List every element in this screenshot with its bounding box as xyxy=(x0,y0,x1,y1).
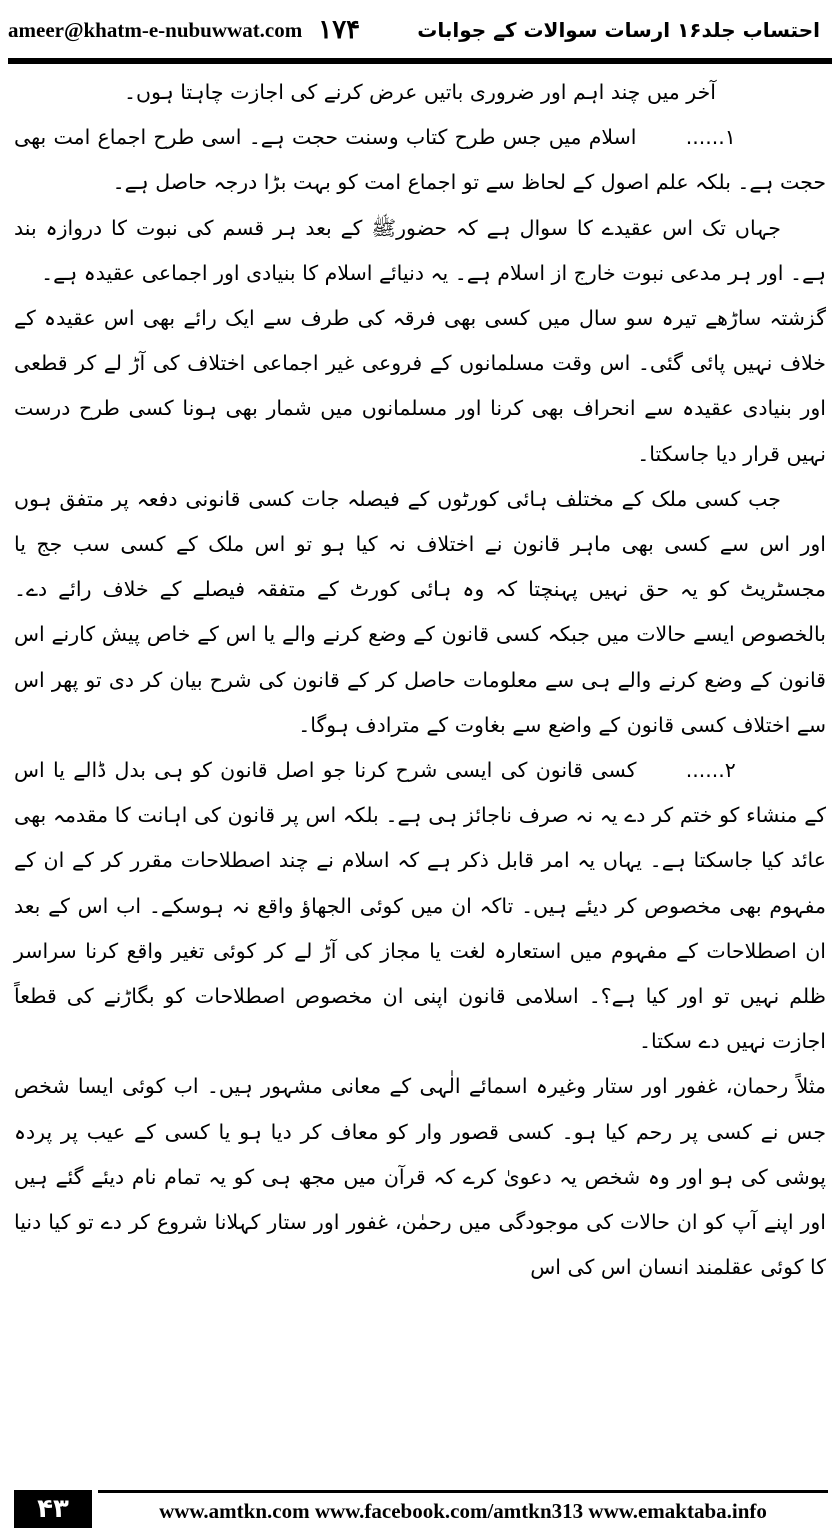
footer-divider xyxy=(98,1490,828,1493)
header-page-number: ۱۷۴ xyxy=(318,15,361,44)
footer-page-number: ۴۳ xyxy=(14,1490,92,1528)
paragraph-2 xyxy=(14,115,826,205)
paragraph-6-text: کسی قانون کی ایسی شرح کرنا جو اصل قانون کو ہی بدل ڈالے یا اس کے منشاء کو ختم کر دے یہ نہ صرف ناجائز ہی ہے۔ بلکہ اس پر قانون کی اہانت کا مقدمہ بھی عائد کیا جاسکتا ہے۔ یہاں یہ امر قابل ذکر ہے کہ اسلام نے چند اصطلاحات مقرر کر کے ان کے مفہوم بھی مخصوص کر دیئے ہیں۔ تاکہ ان میں کوئی الجھاؤ واقع نہ ہوسکے۔ اب اس کے بعد ان اصطلاحات کے مفہوم میں استعارہ لغت یا مجاز کی آڑ لے کر کوئی تغیر واقع کرنا سراسر ظلم نہیں تو اور کیا ہے؟۔ اسلامی قانون اپنی ان مخصوص اصطلاحات کو بگاڑنے کی قطعاً اجازت نہیں دے سکتا۔ xyxy=(14,758,826,1054)
paragraph-6 xyxy=(14,748,826,1064)
document-body xyxy=(14,70,826,1290)
paragraph-5: جب کسی ملک کے مختلف ہائی کورٹوں کے فیصلہ جات کسی قانونی دفعہ پر متفق ہوں اور اس سے کسی بھی ماہر قانون نے اختلاف نہ کیا ہو تو اس ملک کے کسی سب جج یا مجسٹریٹ کو یہ حق نہیں پہنچتا کہ وہ ہائی کورٹ کے متفقہ فیصلے کے خلاف رائے دے۔ بالخصوص ایسے حالات میں جبکہ کسی قانون کے وضع کرنے والے یا اس کے خاص پیش کارنے اس قانون کے وضع کرنے والے ہی سے معلومات حاصل کر کے قانون کی شرح بیان کر دی تو پھر اس سے اختلاف کسی قانون کے واضع سے بغاوت کے مترادف ہوگا۔ xyxy=(14,486,827,737)
paragraph-2-text: اسلام میں جس طرح کتاب وسنت حجت ہے۔ اسی طرح اجماع امت بھی حجت ہے۔ بلکہ علم اصول کے لحاظ سے تو اجماع امت کو بہت بڑا درجہ حاصل ہے۔ xyxy=(14,125,826,195)
header-email[interactable]: ameer@khatm-e-nubuwwat.com xyxy=(8,17,303,42)
paragraph-7: مثلاً رحمان، غفور اور ستار وغیرہ اسمائے الٰہی کے معانی مشہور ہیں۔ اب کوئی ایسا شخص جس نے کسی پر رحم کیا ہو۔ کسی قصور وار کو معاف کر دیا ہو یا کسی کے عیب پر پردہ پوشی کی ہو اور وہ شخص یہ دعویٰ کرے کہ قرآن میں مجھ ہی کو یہ تمام نام دیئے گئے ہیں اور اپنے آپ کو ان حالات کی موجودگی میں رحمٰن، غفور اور ستار کہلانا شروع کر دے تو کیا دنیا کا کوئی عقلمند انسان اس کی اس xyxy=(14,1074,826,1280)
paragraph-4: گزشتہ ساڑھے تیرہ سو سال میں کسی بھی فرقہ کی طرف سے ایک رائے بھی اس عقیدہ کے خلاف نہیں پائی گئی۔ اس وقت مسلمانوں کے فروعی غیر اجماعی اختلاف کی آڑ لے کر قطعی اور بنیادی عقیدہ سے انحراف بھی کرنا اور مسلمانوں میں شمار بھی ہونا کسی طرح درست نہیں قرار دیا جاسکتا۔ xyxy=(14,306,826,466)
footer-links[interactable]: www.amtkn.com www.facebook.com/amtkn313 www.emaktaba.info xyxy=(159,1499,767,1523)
section-number-2: ۲...... xyxy=(685,758,736,783)
section-number-1: ۱...... xyxy=(685,125,736,150)
paragraph-1: آخر میں چند اہم اور ضروری باتیں عرض کرنے کی اجازت چاہتا ہوں۔ xyxy=(124,80,716,104)
header-title: احتساب جلد۱۶ ارسات سوالات کے جوابات xyxy=(417,18,820,42)
page-footer xyxy=(14,1490,828,1528)
page-header xyxy=(8,12,820,48)
header-left xyxy=(8,15,360,45)
paragraph-3: جہاں تک اس عقیدے کا سوال ہے کہ حضورﷺ کے بعد ہر قسم کی نبوت کا دروازہ بند ہے۔ اور ہر مدعی نبوت خارج از اسلام ہے۔ یہ دنیائے اسلام کا بنیادی اور اجماعی عقیدہ ہے۔ xyxy=(14,215,826,285)
header-divider xyxy=(8,58,832,64)
